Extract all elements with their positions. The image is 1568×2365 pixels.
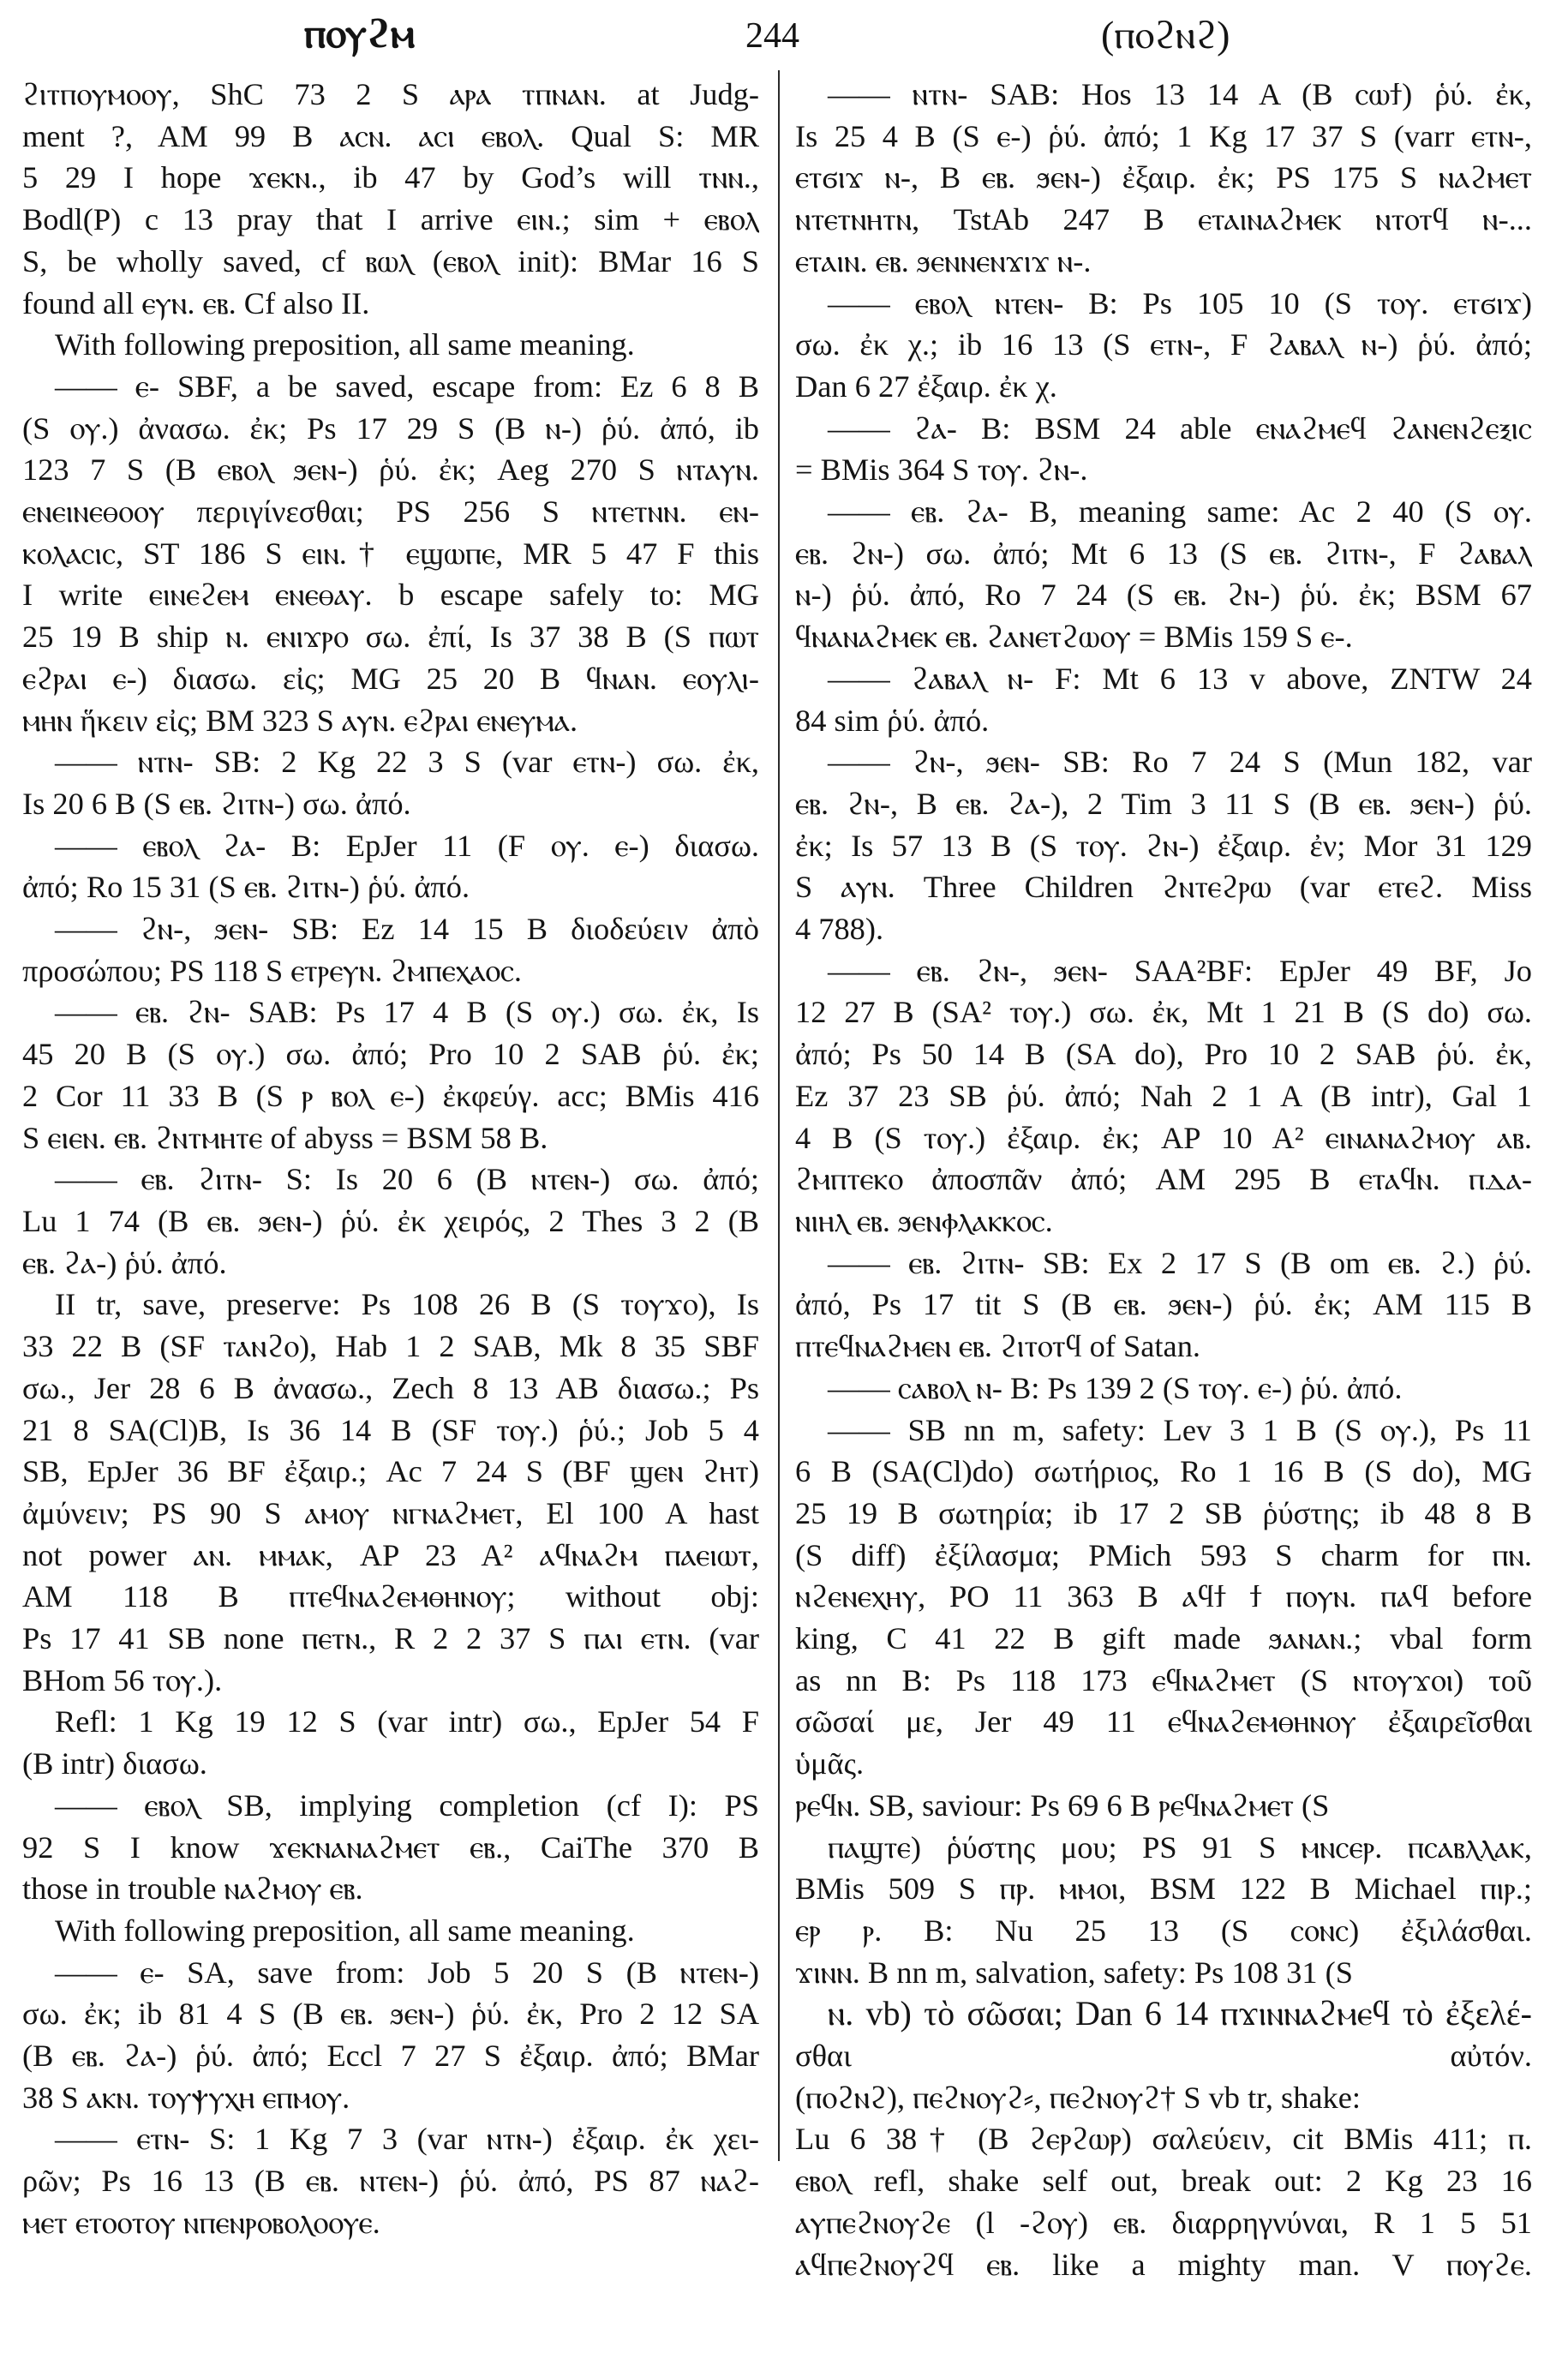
text-line: not power ⲁⲛ. ⲙⲙⲁⲕ, AP 23 A² ⲁϥⲛⲁϩⲙ ⲡⲁⲉⲓⲱⲧ, bbox=[22, 1537, 759, 1572]
text-line: ⲁϥⲡⲉϩⲛⲟⲩϩϥ ⲉⲃ. like a mighty man. V ⲡⲟⲩϩⲉ. bbox=[795, 2247, 1532, 2282]
text-line: 4 788). bbox=[795, 912, 884, 947]
page-number: 244 bbox=[745, 16, 799, 56]
right-column bbox=[795, 74, 1532, 2285]
text-line: With following preposition, all same meaning. bbox=[55, 327, 635, 362]
left-column bbox=[22, 74, 759, 2244]
text-line: ⲉⲃ. ϩⲛ-, B ⲉⲃ. ϩⲁ-), 2 Tim 3 11 S (B ⲉⲃ. ϧⲉⲛ-) ῥύ. bbox=[795, 786, 1532, 821]
text-line: 2 Cor 11 33 B (S ⲣ ⲃⲟⲗ ⲉ-) ἐκφεύγ. acc; BMis 416 bbox=[22, 1078, 759, 1113]
text-line: —— ⲉⲃⲟⲗ ϩⲁ- B: EpJer 11 (F ⲟⲩ. ⲉ-) διασω. bbox=[55, 828, 759, 863]
text-line: (S diff) ἐξίλασμα; PMich 593 S charm for ⲡⲛ. bbox=[795, 1537, 1532, 1572]
text-line: ϥⲛⲁⲛⲁϩⲙⲉⲕ ⲉⲃ. ϩⲁⲛⲉⲧϩⲱⲟⲩ = BMis 159 S ⲉ-. bbox=[795, 620, 1353, 655]
text-line: —— ϩⲛ-, ϧⲉⲛ- SB: Ro 7 24 S (Mun 182, var bbox=[828, 745, 1532, 780]
text-line: —— ⲉⲃⲟⲗ ⲛⲧⲉⲛ- B: Ps 105 10 (S ⲧⲟⲩ. ⲉⲧϭⲓϫ) bbox=[828, 285, 1532, 320]
text-line: ⲕⲟⲗⲁⲥⲓⲥ, ST 186 S ⲉⲓⲛ.† ⲉϣⲱⲡⲉ, MR 5 47 F this bbox=[22, 536, 759, 571]
text-line: —— ⲥⲁⲃⲟⲗ ⲛ- B: Ps 139 2 (S ⲧⲟⲩ. ⲉ-) ῥύ. ἀπό. bbox=[828, 1370, 1403, 1405]
text-line: ἀμύνειν; PS 90 S ⲁⲙⲟⲩ ⲛⲅⲛⲁϩⲙⲉⲧ, El 100 A hast bbox=[22, 1495, 759, 1530]
text-line: ⲉⲧϭⲓϫ ⲛ-, B ⲉⲃ. ϧⲉⲛ-) ἐξαιρ. ἐκ; PS 175 S ⲛⲁϩⲙⲉⲧ bbox=[795, 160, 1532, 195]
text-line: S, be wholly saved, cf ⲃⲱⲗ (ⲉⲃⲟⲗ init): BMar 16 S bbox=[22, 243, 759, 278]
text-line: σω. ἐκ; ib 81 4 S (B ⲉⲃ. ϧⲉⲛ-) ῥύ. ἐκ, Pro 2 12 SA bbox=[22, 1997, 759, 2032]
text-line: προσώπου; PS 118 S ⲉⲧⲣⲉⲩⲛ. ϩⲙⲡⲉⲭⲁⲟⲥ. bbox=[22, 953, 522, 988]
text-line: —— ϩⲛ-, ϧⲉⲛ- SB: Ez 14 15 B διοδεύειν ἀπὸ bbox=[55, 912, 759, 947]
text-line: ⲁⲩⲡⲉϩⲛⲟⲩϩⲉ (l -ϩⲟⲩ) ⲉⲃ. διαρρηγνύναι, R 1 5 51 bbox=[795, 2205, 1532, 2240]
text-line: σθαι αὐτόν. bbox=[795, 2039, 1532, 2074]
text-line: σω. ἐκ χ.; ib 16 13 (S ⲉⲧⲛ-, F ϩⲁⲃⲁⲗ ⲛ-) ῥύ. ἀπό; bbox=[795, 327, 1532, 362]
text-line: 84 sim ῥύ. ἀπό. bbox=[795, 703, 990, 738]
text-line: ⲣⲉϥⲛ. SB, saviour: Ps 69 6 B ⲣⲉϥⲛⲁϩⲙⲉⲧ (S bbox=[795, 1787, 1330, 1823]
text-line: —— ⲉ- SBF, a be saved, escape from: Ez 6 8 B bbox=[55, 368, 759, 404]
text-line: ϩⲓⲧⲡⲟⲩⲙⲟⲟⲩ, ShC 73 2 S ⲁⲣⲁ ⲧⲡⲛⲁⲛ. at Judg- bbox=[22, 77, 759, 111]
running-head-right: (ⲡⲟϩⲛϩ) bbox=[1101, 13, 1230, 57]
text-line: (B ⲉⲃ. ϩⲁ-) ῥύ. ἀπό; Eccl 7 27 S ἐξαιρ. ἀπό; BMar bbox=[22, 2039, 759, 2074]
text-line: those in trouble ⲛⲁϩⲙⲟⲩ ⲉⲃ. bbox=[22, 1871, 363, 1907]
text-line: —— ⲉⲃ. ϩⲛ-, ϧⲉⲛ- SAA²BF: EpJer 49 BF, Jo bbox=[828, 953, 1532, 988]
text-line: ⲙⲏⲛ ἥκειν εἰς; BM 323 S ⲁⲩⲛ. ⲉϩⲣⲁⲓ ⲉⲛⲉⲩⲙⲁ. bbox=[22, 703, 578, 738]
page-header bbox=[0, 0, 1568, 69]
text-line: 6 B (SA(Cl)do) σωτήριος, Ro 1 16 B (S do), MG bbox=[795, 1454, 1532, 1489]
text-line: ρῶν; Ps 16 13 (B ⲉⲃ. ⲛⲧⲉⲛ-) ῥύ. ἀπό, PS 87 ⲛⲁϩ- bbox=[22, 2164, 759, 2199]
text-line: ἀπό; Ro 15 31 (S ⲉⲃ. ϩⲓⲧⲛ-) ῥύ. ἀπό. bbox=[22, 870, 470, 905]
text-line: ⲉⲃⲟⲗ refl, shake self out, break out: 2 Kg 23 16 bbox=[795, 2164, 1532, 2199]
text-line: ⲛ. vb) τὸ σῶσαι; Dan 6 14 ⲡϫⲓⲛⲛⲁϩⲙⲉϥ τὸ ἐξελέ- bbox=[828, 1994, 1532, 2033]
text-line: king, C 41 22 B gift made ϧⲁⲛⲁⲛ.; vbal form bbox=[795, 1621, 1532, 1656]
text-line: ⲙⲉⲧ ⲉⲧⲟⲟⲧⲟⲩ ⲛⲡⲉⲛⲣⲟⲃⲟⲗⲟⲟⲩⲉ. bbox=[22, 2205, 380, 2240]
text-line: I write ⲉⲓⲛⲉϩⲉⲙ ⲉⲛⲉⲑⲁⲩ. b escape safely to: MG bbox=[22, 578, 759, 613]
text-line: —— ⲉⲃ. ϩⲓⲧⲛ- SB: Ex 2 17 S (B om ⲉⲃ. ϩ.) ῥύ. bbox=[828, 1245, 1532, 1280]
text-line: 33 22 B (SF ⲧⲁⲛϩⲟ), Hab 1 2 SAB, Mk 8 35 SBF bbox=[22, 1329, 759, 1364]
text-line: ⲛⲧⲉⲧⲛⲏⲧⲛ, TstAb 247 B ⲉⲧⲁⲓⲛⲁϩⲙⲉⲕ ⲛⲧⲟⲧϥ ⲛ-... bbox=[795, 202, 1532, 237]
text-line: ἐκ; Is 57 13 B (S ⲧⲟⲩ. ϩⲛ-) ἐξαιρ. ἐν; Mor 31 129 bbox=[795, 828, 1532, 863]
text-line: ment ?, AM 99 B ⲁⲥⲛ. ⲁⲥⲓ ⲉⲃⲟⲗ. Qual S: MR bbox=[22, 118, 759, 153]
text-line: —— ⲉⲃ. ϩⲁ- B, meaning same: Ac 2 40 (S ⲟⲩ. bbox=[828, 494, 1532, 530]
text-line: 123 7 S (B ⲉⲃⲟⲗ ϧⲉⲛ-) ῥύ. ἐκ; Aeg 270 S ⲛⲧⲁⲩⲛ. bbox=[22, 452, 759, 488]
text-line: —— ⲛⲧⲛ- SAB: Hos 13 14 A (B ⲥⲱϯ) ῥύ. ἐκ, bbox=[828, 77, 1532, 111]
text-line: —— ⲉ- SA, save from: Job 5 20 S (B ⲛⲧⲉⲛ-) bbox=[55, 1955, 759, 1990]
text-line: 5 29 I hope ϫⲉⲕⲛ., ib 47 by God’s will ⲧⲛⲛ., bbox=[22, 160, 759, 195]
text-line: 4 B (S ⲧⲟⲩ.) ἐξαιρ. ἐκ; AP 10 A² ⲉⲓⲛⲁⲛⲁϩⲙⲟⲩ ⲁⲃ. bbox=[795, 1120, 1532, 1155]
text-line: ⲉϩⲣⲁⲓ ⲉ-) διασω. εἰς; MG 25 20 B ϥⲛⲁⲛ. ⲉⲟⲩⲗⲓ- bbox=[22, 661, 759, 696]
text-line: 45 20 B (S ⲟⲩ.) σω. ἀπό; Pro 10 2 SAB ῥύ. ἐκ; bbox=[22, 1037, 759, 1072]
text-line: 12 27 B (SA² ⲧⲟⲩ.) σω. ἐκ, Mt 1 21 B (S do) σω. bbox=[795, 995, 1532, 1030]
text-line: BMis 509 S ⲡⲣ. ⲙⲙⲟⲓ, BSM 122 B Michael ⲡⲓⲣ.; bbox=[795, 1871, 1532, 1907]
text-line: SB, EpJer 36 BF ἐξαιρ.; Ac 7 24 S (BF ϣⲉⲛ ϩⲏⲧ) bbox=[22, 1454, 759, 1489]
text-line: σῶσαί με, Jer 49 11 ⲉϥⲛⲁϩⲉⲙⲑⲏⲛⲟⲩ ἐξαιρεῖσθαι bbox=[795, 1704, 1532, 1739]
text-line: —— SB nn m, safety: Lev 3 1 B (S ⲟⲩ.), Ps 11 bbox=[828, 1412, 1532, 1447]
text-line: Dan 6 27 ἐξαιρ. ἐκ χ. bbox=[795, 368, 1057, 404]
text-line: 21 8 SA(Cl)B, Is 36 14 B (SF ⲧⲟⲩ.) ῥύ.; Job 5 4 bbox=[22, 1412, 759, 1447]
text-line: S ⲉⲓⲉⲛ. ⲉⲃ. ϩⲛⲧⲙⲏⲧⲉ of abyss = BSM 58 B. bbox=[22, 1120, 548, 1155]
text-line: —— ϩⲁⲃⲁⲗ ⲛ- F: Mt 6 13 v above, ZNTW 24 bbox=[828, 661, 1532, 696]
text-line: Bodl(P) c 13 pray that I arrive ⲉⲓⲛ.; sim + ⲉⲃⲟⲗ bbox=[22, 202, 759, 237]
text-line: as nn B: Ps 118 173 ⲉϥⲛⲁϩⲙⲉⲧ (S ⲛⲧⲟⲩϫⲟⲓ) τοῦ bbox=[795, 1662, 1532, 1697]
text-line: —— ⲉⲃⲟⲗ SB, implying completion (cf I): PS bbox=[55, 1787, 759, 1823]
text-line: AM 118 B ⲡⲧⲉϥⲛⲁϩⲉⲙⲑⲏⲛⲟⲩ; without obj: bbox=[22, 1579, 759, 1614]
text-line: ἀπό, Ps 17 tit S (B ⲉⲃ. ϧⲉⲛ-) ῥύ. ἐκ; AM 115 B bbox=[795, 1287, 1532, 1322]
text-line: —— ⲉⲃ. ϩⲓⲧⲛ- S: Is 20 6 (B ⲛⲧⲉⲛ-) σω. ἀπό; bbox=[55, 1162, 759, 1197]
text-line: ⲉⲃ. ϩⲁ-) ῥύ. ἀπό. bbox=[22, 1245, 227, 1280]
text-line: Lu 6 38† (B ϩⲉⲣϩⲱⲣ) σαλεύειν, cit BMis 411; ⲡ. bbox=[795, 2122, 1532, 2157]
text-line: 38 S ⲁⲕⲛ. ⲧⲟⲩⲯⲩⲭⲏ ⲉⲡⲙⲟⲩ. bbox=[22, 2080, 350, 2115]
text-line: With following preposition, all same meaning. bbox=[55, 1913, 635, 1948]
text-line: ⲉⲃ. ϩⲛ-) σω. ἀπό; Mt 6 13 (S ⲉⲃ. ϩⲓⲧⲛ-, F ϩⲁⲃⲁⲗ bbox=[795, 536, 1532, 571]
text-line: ⲡⲁϣⲧⲉ) ῥύστης μου; PS 91 S ⲙⲛⲥⲉⲣ. ⲡⲥⲁⲃⲗⲗⲁⲕ, bbox=[828, 1829, 1532, 1865]
column-divider bbox=[778, 70, 780, 2161]
running-head-left: ⲡⲟⲩϩⲙ bbox=[304, 11, 416, 57]
text-line: 92 S I know ϫⲉⲕⲛⲁⲛⲁϩⲙⲉⲧ ⲉⲃ., CaiThe 370 B bbox=[22, 1829, 759, 1865]
text-line: Is 20 6 B (S ⲉⲃ. ϩⲓⲧⲛ-) σω. ἀπό. bbox=[22, 786, 411, 821]
text-line: II tr, save, preserve: Ps 108 26 B (S ⲧⲟⲩϫⲟ), Is bbox=[55, 1287, 759, 1322]
text-line: S ⲁⲩⲛ. Three Children ϩⲛⲧⲉϩⲣⲱ (var ⲉⲧⲉϩ. Miss bbox=[795, 870, 1532, 905]
text-line: ⲉⲣ ⲣ. B: Nu 25 13 (S ⲥⲟⲛⲥ) ἐξιλάσθαι. bbox=[795, 1913, 1532, 1948]
text-line: (B intr) διασω. bbox=[22, 1746, 207, 1781]
text-line: ⲛⲓⲏⲗ ⲉⲃ. ϧⲉⲛⲫⲗⲁⲕⲕⲟⲥ. bbox=[795, 1203, 1053, 1238]
text-line: found all ⲉⲩⲛ. ⲉⲃ. Cf also II. bbox=[22, 285, 370, 320]
text-line: ⲛ-) ῥύ. ἀπό, Ro 7 24 (S ⲉⲃ. ϩⲛ-) ῥύ. ἐκ; BSM 67 bbox=[795, 578, 1532, 613]
text-line: 25 19 B ship ⲛ. ⲉⲛⲓϫⲣⲟ σω. ἐπί, Is 37 38 B (S ⲡⲱⲧ bbox=[22, 620, 759, 655]
text-line: Ps 17 41 SB none ⲡⲉⲧⲛ., R 2 2 37 S ⲡⲁⲓ ⲉⲧⲛ. (var bbox=[22, 1621, 759, 1656]
text-line: (S ⲟⲩ.) ἀνασω. ἐκ; Ps 17 29 S (B ⲛ-) ῥύ. ἀπό, ib bbox=[22, 410, 759, 446]
text-line: —— ⲛⲧⲛ- SB: 2 Kg 22 3 S (var ⲉⲧⲛ-) σω. ἐκ, bbox=[55, 745, 759, 780]
text-line: —— ⲉⲧⲛ- S: 1 Kg 7 3 (var ⲛⲧⲛ-) ἐξαιρ. ἐκ χει- bbox=[55, 2122, 759, 2157]
text-line: —— ϩⲁ- B: BSM 24 able ⲉⲛⲁϩⲙⲉϥ ϩⲁⲛⲉⲛϩⲉⲝⲓⲥ bbox=[828, 410, 1532, 446]
text-line: Refl: 1 Kg 19 12 S (var intr) σω., EpJer 54 F bbox=[55, 1704, 759, 1739]
text-line: ⲡⲧⲉϥⲛⲁϩⲙⲉⲛ ⲉⲃ. ϩⲓⲧⲟⲧϥ of Satan. bbox=[795, 1329, 1200, 1364]
text-line: ⲉⲛⲉⲓⲛⲉⲑⲟⲟⲩ περιγίνεσθαι; PS 256 S ⲛⲧⲉⲧⲛⲛ. ⲉⲛ- bbox=[22, 494, 759, 530]
text-line: σω., Jer 28 6 B ἀνασω., Zech 8 13 AB διασω.; Ps bbox=[22, 1370, 759, 1405]
text-line: ὑμᾶς. bbox=[795, 1746, 865, 1781]
text-line: ⲛϩⲉⲛⲉⲭⲏⲩ, PO 11 363 B ⲁϥϯ ϯ ⲡⲟⲩⲛ. ⲡⲁϥ before bbox=[795, 1579, 1532, 1614]
text-line: ⲉⲧⲁⲓⲛ. ⲉⲃ. ϧⲉⲛⲛⲉⲛϫⲓϫ ⲛ-. bbox=[795, 243, 1092, 278]
text-line: —— ⲉⲃ. ϩⲛ- SAB: Ps 17 4 B (S ⲟⲩ.) σω. ἐκ, Is bbox=[55, 995, 759, 1030]
text-line: 25 19 B σωτηρία; ib 17 2 SB ῥύστης; ib 48 8 B bbox=[795, 1495, 1532, 1530]
text-line: ϩⲙⲡⲧⲉⲕⲟ ἀποσπᾶν ἀπό; AM 295 B ⲉⲧⲁϥⲛ. ⲡⲇⲁ- bbox=[795, 1162, 1532, 1197]
text-line: Lu 1 74 (B ⲉⲃ. ϧⲉⲛ-) ῥύ. ἐκ χειρός, 2 Thes 3 2 (B bbox=[22, 1203, 759, 1238]
text-line: Ez 37 23 SB ῥύ. ἀπό; Nah 2 1 A (B intr), Gal 1 bbox=[795, 1078, 1532, 1113]
text-line: = BMis 364 S ⲧⲟⲩ. ϩⲛ-. bbox=[795, 452, 1088, 488]
text-line: (ⲡⲟϩⲛϩ), ⲡⲉϩⲛⲟⲩϩ⸗, ⲡⲉϩⲛⲟⲩϩ† S vb tr, shake: bbox=[795, 2080, 1362, 2115]
text-line: ϫⲓⲛⲛ. B nn m, salvation, safety: Ps 108 31 (S bbox=[795, 1955, 1353, 1990]
text-line: ἀπό; Ps 50 14 B (SA do), Pro 10 2 SAB ῥύ. ἐκ, bbox=[795, 1037, 1532, 1072]
text-line: Is 25 4 B (S ⲉ-) ῥύ. ἀπό; 1 Kg 17 37 S (varr ⲉⲧⲛ-, bbox=[795, 118, 1532, 153]
text-line: BHom 56 ⲧⲟⲩ.). bbox=[22, 1662, 223, 1697]
